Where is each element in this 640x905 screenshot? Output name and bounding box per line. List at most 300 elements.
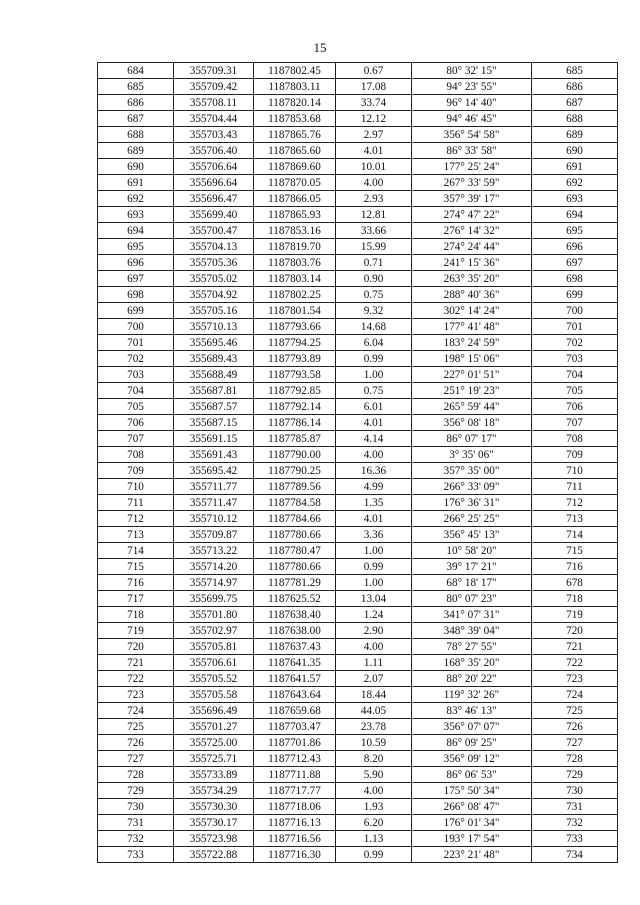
cell-bearing: 357° 39' 17" [412,191,532,207]
cell-point-to: 704 [532,367,618,383]
cell-coord-x: 355687.57 [174,399,254,415]
cell-distance: 1.35 [336,495,412,511]
cell-coord-x: 355704.92 [174,287,254,303]
table-row [98,175,618,191]
cell-bearing: 356° 07' 07" [412,719,532,735]
cell-point-to: 692 [532,175,618,191]
cell-point-to: 707 [532,415,618,431]
cell-coord-y: 1187792.85 [254,383,336,399]
table-row [98,783,618,799]
cell-point-from: 728 [98,767,174,783]
cell-bearing: 266° 25' 25" [412,511,532,527]
cell-coord-y: 1187793.66 [254,319,336,335]
cell-coord-y: 1187785.87 [254,431,336,447]
cell-point-to: 700 [532,303,618,319]
cell-distance: 4.99 [336,479,412,495]
cell-bearing: 177° 41' 48" [412,319,532,335]
cell-coord-y: 1187853.68 [254,111,336,127]
cell-coord-y: 1187865.93 [254,207,336,223]
cell-point-to: 705 [532,383,618,399]
cell-coord-y: 1187641.35 [254,655,336,671]
cell-point-to: 703 [532,351,618,367]
cell-coord-x: 355687.81 [174,383,254,399]
cell-coord-x: 355709.31 [174,63,254,79]
cell-bearing: 168° 35' 20" [412,655,532,671]
cell-coord-x: 355700.47 [174,223,254,239]
cell-point-from: 699 [98,303,174,319]
cell-point-from: 685 [98,79,174,95]
cell-coord-y: 1187866.05 [254,191,336,207]
cell-coord-x: 355696.49 [174,703,254,719]
cell-distance: 0.67 [336,63,412,79]
cell-distance: 4.00 [336,639,412,655]
table-row [98,287,618,303]
table-row [98,415,618,431]
table-row [98,127,618,143]
cell-coord-x: 355713.22 [174,543,254,559]
cell-distance: 0.99 [336,351,412,367]
cell-coord-y: 1187703.47 [254,719,336,735]
cell-point-from: 695 [98,239,174,255]
cell-distance: 2.90 [336,623,412,639]
table-row [98,799,618,815]
cell-distance: 4.00 [336,447,412,463]
cell-coord-x: 355696.64 [174,175,254,191]
cell-coord-x: 355699.40 [174,207,254,223]
cell-bearing: 341° 07' 31" [412,607,532,623]
cell-point-to: 714 [532,527,618,543]
cell-distance: 5.90 [336,767,412,783]
cell-point-to: 712 [532,495,618,511]
table-row [98,223,618,239]
cell-point-to: 701 [532,319,618,335]
cell-point-to: 708 [532,431,618,447]
cell-coord-x: 355705.16 [174,303,254,319]
table-row [98,143,618,159]
cell-point-to: 722 [532,655,618,671]
cell-point-to: 696 [532,239,618,255]
cell-point-from: 705 [98,399,174,415]
cell-point-from: 694 [98,223,174,239]
cell-coord-x: 355695.42 [174,463,254,479]
cell-bearing: 86° 06' 53" [412,767,532,783]
cell-bearing: 356° 45' 13" [412,527,532,543]
cell-bearing: 356° 54' 58" [412,127,532,143]
table-row [98,95,618,111]
cell-bearing: 227° 01' 51" [412,367,532,383]
cell-distance: 23.78 [336,719,412,735]
cell-coord-x: 355689.43 [174,351,254,367]
cell-point-from: 719 [98,623,174,639]
cell-coord-x: 355734.29 [174,783,254,799]
table-row [98,655,618,671]
table-row [98,479,618,495]
cell-point-to: 687 [532,95,618,111]
cell-coord-x: 355725.71 [174,751,254,767]
cell-point-to: 733 [532,831,618,847]
cell-distance: 44.05 [336,703,412,719]
cell-coord-x: 355723.98 [174,831,254,847]
cell-coord-y: 1187819.70 [254,239,336,255]
cell-coord-x: 355703.43 [174,127,254,143]
cell-distance: 2.97 [336,127,412,143]
cell-distance: 0.99 [336,559,412,575]
cell-point-from: 731 [98,815,174,831]
cell-coord-x: 355725.00 [174,735,254,751]
table-row [98,847,618,863]
cell-coord-x: 355691.43 [174,447,254,463]
cell-point-to: 719 [532,607,618,623]
cell-coord-x: 355705.52 [174,671,254,687]
cell-point-to: 685 [532,63,618,79]
cell-coord-y: 1187803.76 [254,255,336,271]
cell-point-to: 693 [532,191,618,207]
cell-coord-x: 355722.88 [174,847,254,863]
cell-distance: 18.44 [336,687,412,703]
cell-point-to: 726 [532,719,618,735]
cell-coord-y: 1187641.57 [254,671,336,687]
cell-coord-y: 1187701.86 [254,735,336,751]
cell-distance: 2.93 [336,191,412,207]
cell-coord-y: 1187712.43 [254,751,336,767]
cell-coord-x: 355696.47 [174,191,254,207]
cell-coord-x: 355702.97 [174,623,254,639]
cell-distance: 4.01 [336,415,412,431]
table-row [98,207,618,223]
cell-distance: 1.93 [336,799,412,815]
cell-coord-x: 355701.80 [174,607,254,623]
cell-coord-y: 1187790.25 [254,463,336,479]
cell-coord-x: 355687.15 [174,415,254,431]
cell-bearing: 348° 39' 04" [412,623,532,639]
table-row [98,703,618,719]
cell-distance: 6.04 [336,335,412,351]
table-row [98,463,618,479]
cell-bearing: 3° 35' 06" [412,447,532,463]
cell-coord-y: 1187716.13 [254,815,336,831]
cell-point-to: 688 [532,111,618,127]
cell-bearing: 274° 24' 44" [412,239,532,255]
cell-point-from: 732 [98,831,174,847]
cell-coord-x: 355708.11 [174,95,254,111]
table-row [98,527,618,543]
cell-point-to: 711 [532,479,618,495]
table-row [98,63,618,79]
cell-point-to: 710 [532,463,618,479]
cell-bearing: 266° 33' 09" [412,479,532,495]
table-row [98,111,618,127]
cell-bearing: 302° 14' 24" [412,303,532,319]
cell-distance: 3.36 [336,527,412,543]
cell-point-from: 718 [98,607,174,623]
cell-coord-y: 1187794.25 [254,335,336,351]
cell-point-to: 706 [532,399,618,415]
cell-point-to: 716 [532,559,618,575]
cell-distance: 4.14 [336,431,412,447]
cell-coord-x: 355714.97 [174,575,254,591]
cell-coord-y: 1187865.60 [254,143,336,159]
cell-coord-y: 1187802.45 [254,63,336,79]
cell-coord-y: 1187784.66 [254,511,336,527]
cell-point-from: 693 [98,207,174,223]
cell-bearing: 78° 27' 55" [412,639,532,655]
cell-point-from: 712 [98,511,174,527]
cell-distance: 10.59 [336,735,412,751]
cell-bearing: 267° 33' 59" [412,175,532,191]
table-body [98,63,618,863]
cell-distance: 1.24 [336,607,412,623]
cell-distance: 4.01 [336,143,412,159]
cell-bearing: 39° 17' 21" [412,559,532,575]
cell-coord-x: 355701.27 [174,719,254,735]
cell-point-to: 728 [532,751,618,767]
table-row [98,383,618,399]
cell-point-from: 722 [98,671,174,687]
cell-bearing: 177° 25' 24" [412,159,532,175]
cell-bearing: 356° 09' 12" [412,751,532,767]
cell-bearing: 274° 47' 22" [412,207,532,223]
table-row [98,239,618,255]
cell-coord-y: 1187820.14 [254,95,336,111]
table-row [98,399,618,415]
cell-point-from: 688 [98,127,174,143]
cell-point-to: 723 [532,671,618,687]
cell-distance: 1.00 [336,575,412,591]
cell-coord-y: 1187637.43 [254,639,336,655]
cell-point-from: 727 [98,751,174,767]
table-row [98,671,618,687]
cell-distance: 13.04 [336,591,412,607]
cell-point-from: 707 [98,431,174,447]
cell-coord-x: 355730.17 [174,815,254,831]
table-row [98,79,618,95]
cell-point-to: 695 [532,223,618,239]
cell-coord-x: 355706.61 [174,655,254,671]
table-row [98,447,618,463]
cell-point-to: 702 [532,335,618,351]
cell-bearing: 94° 23' 55" [412,79,532,95]
cell-coord-x: 355710.13 [174,319,254,335]
cell-coord-y: 1187870.05 [254,175,336,191]
cell-bearing: 276° 14' 32" [412,223,532,239]
cell-coord-y: 1187803.11 [254,79,336,95]
cell-distance: 0.90 [336,271,412,287]
cell-point-from: 686 [98,95,174,111]
cell-coord-x: 355704.13 [174,239,254,255]
cell-coord-x: 355688.49 [174,367,254,383]
table-row [98,191,618,207]
table-row [98,351,618,367]
cell-coord-x: 355709.42 [174,79,254,95]
cell-point-to: 713 [532,511,618,527]
cell-point-to: 690 [532,143,618,159]
cell-coord-x: 355733.89 [174,767,254,783]
table-row [98,431,618,447]
table-row [98,319,618,335]
table-row [98,255,618,271]
cell-bearing: 357° 35' 00" [412,463,532,479]
cell-point-from: 692 [98,191,174,207]
cell-coord-y: 1187716.30 [254,847,336,863]
cell-coord-y: 1187792.14 [254,399,336,415]
cell-point-to: 697 [532,255,618,271]
table-row [98,591,618,607]
cell-bearing: 86° 09' 25" [412,735,532,751]
cell-coord-y: 1187786.14 [254,415,336,431]
cell-point-from: 709 [98,463,174,479]
cell-point-to: 730 [532,783,618,799]
cell-bearing: 183° 24' 59" [412,335,532,351]
cell-coord-y: 1187853.16 [254,223,336,239]
cell-distance: 17.08 [336,79,412,95]
cell-coord-x: 355705.81 [174,639,254,655]
cell-coord-y: 1187790.00 [254,447,336,463]
cell-bearing: 119° 32' 26" [412,687,532,703]
cell-distance: 10.01 [336,159,412,175]
cell-point-from: 733 [98,847,174,863]
cell-bearing: 10° 58' 20" [412,543,532,559]
cell-coord-x: 355714.20 [174,559,254,575]
cell-point-from: 703 [98,367,174,383]
table-row [98,607,618,623]
cell-bearing: 265° 59' 44" [412,399,532,415]
cell-bearing: 176° 36' 31" [412,495,532,511]
cell-coord-x: 355691.15 [174,431,254,447]
cell-point-from: 696 [98,255,174,271]
cell-coord-y: 1187865.76 [254,127,336,143]
cell-point-to: 698 [532,271,618,287]
cell-distance: 15.99 [336,239,412,255]
cell-point-from: 729 [98,783,174,799]
table-row [98,495,618,511]
cell-bearing: 356° 08' 18" [412,415,532,431]
cell-point-from: 714 [98,543,174,559]
cell-distance: 33.66 [336,223,412,239]
cell-bearing: 241° 15' 36" [412,255,532,271]
cell-coord-y: 1187711.88 [254,767,336,783]
cell-coord-y: 1187638.40 [254,607,336,623]
cell-bearing: 193° 17' 54" [412,831,532,847]
cell-point-to: 720 [532,623,618,639]
cell-point-to: 709 [532,447,618,463]
cell-bearing: 80° 32' 15" [412,63,532,79]
cell-point-to: 727 [532,735,618,751]
table-row [98,367,618,383]
table-row [98,559,618,575]
cell-bearing: 266° 08' 47" [412,799,532,815]
cell-point-from: 710 [98,479,174,495]
cell-distance: 4.01 [336,511,412,527]
cell-bearing: 175° 50' 34" [412,783,532,799]
cell-coord-x: 355710.12 [174,511,254,527]
cell-point-from: 711 [98,495,174,511]
cell-point-from: 698 [98,287,174,303]
cell-bearing: 68° 18' 17" [412,575,532,591]
table-row [98,735,618,751]
page-number: 15 [313,40,327,55]
cell-point-to: 721 [532,639,618,655]
table-row [98,751,618,767]
cell-point-from: 691 [98,175,174,191]
cell-point-from: 724 [98,703,174,719]
cell-point-from: 687 [98,111,174,127]
cell-point-from: 713 [98,527,174,543]
cell-distance: 1.11 [336,655,412,671]
cell-point-from: 730 [98,799,174,815]
cell-coord-x: 355709.87 [174,527,254,543]
cell-coord-x: 355706.40 [174,143,254,159]
cell-coord-y: 1187803.14 [254,271,336,287]
table-row [98,815,618,831]
table-row [98,639,618,655]
cell-point-from: 702 [98,351,174,367]
cell-point-from: 700 [98,319,174,335]
cell-distance: 0.99 [336,847,412,863]
cell-coord-x: 355704.44 [174,111,254,127]
cell-coord-y: 1187780.66 [254,527,336,543]
cell-coord-y: 1187793.58 [254,367,336,383]
table-row [98,687,618,703]
cell-bearing: 80° 07' 23" [412,591,532,607]
cell-distance: 6.20 [336,815,412,831]
cell-distance: 16.36 [336,463,412,479]
cell-distance: 2.07 [336,671,412,687]
cell-coord-y: 1187659.68 [254,703,336,719]
cell-point-from: 721 [98,655,174,671]
cell-bearing: 263° 35' 20" [412,271,532,287]
cell-coord-y: 1187716.56 [254,831,336,847]
cell-distance: 14.68 [336,319,412,335]
cell-point-from: 690 [98,159,174,175]
coordinates-table [97,62,618,863]
cell-bearing: 198° 15' 06" [412,351,532,367]
cell-coord-y: 1187638.00 [254,623,336,639]
cell-point-to: 731 [532,799,618,815]
cell-point-to: 691 [532,159,618,175]
cell-bearing: 223° 21' 48" [412,847,532,863]
cell-bearing: 83° 46' 13" [412,703,532,719]
cell-point-to: 686 [532,79,618,95]
cell-point-from: 723 [98,687,174,703]
cell-distance: 1.13 [336,831,412,847]
table-row [98,831,618,847]
cell-distance: 12.12 [336,111,412,127]
cell-point-from: 689 [98,143,174,159]
cell-bearing: 288° 40' 36" [412,287,532,303]
table-row [98,271,618,287]
cell-coord-x: 355705.58 [174,687,254,703]
cell-coord-x: 355705.36 [174,255,254,271]
cell-distance: 0.71 [336,255,412,271]
table-row [98,511,618,527]
cell-coord-y: 1187718.06 [254,799,336,815]
cell-coord-y: 1187780.66 [254,559,336,575]
cell-coord-y: 1187793.89 [254,351,336,367]
cell-distance: 12.81 [336,207,412,223]
cell-coord-y: 1187625.52 [254,591,336,607]
cell-point-from: 708 [98,447,174,463]
cell-bearing: 176° 01' 34" [412,815,532,831]
cell-point-from: 726 [98,735,174,751]
cell-point-from: 720 [98,639,174,655]
cell-coord-y: 1187801.54 [254,303,336,319]
table-row [98,543,618,559]
table-row [98,335,618,351]
cell-distance: 9.32 [336,303,412,319]
cell-distance: 6.01 [336,399,412,415]
cell-coord-y: 1187869.60 [254,159,336,175]
cell-bearing: 94° 46' 45" [412,111,532,127]
